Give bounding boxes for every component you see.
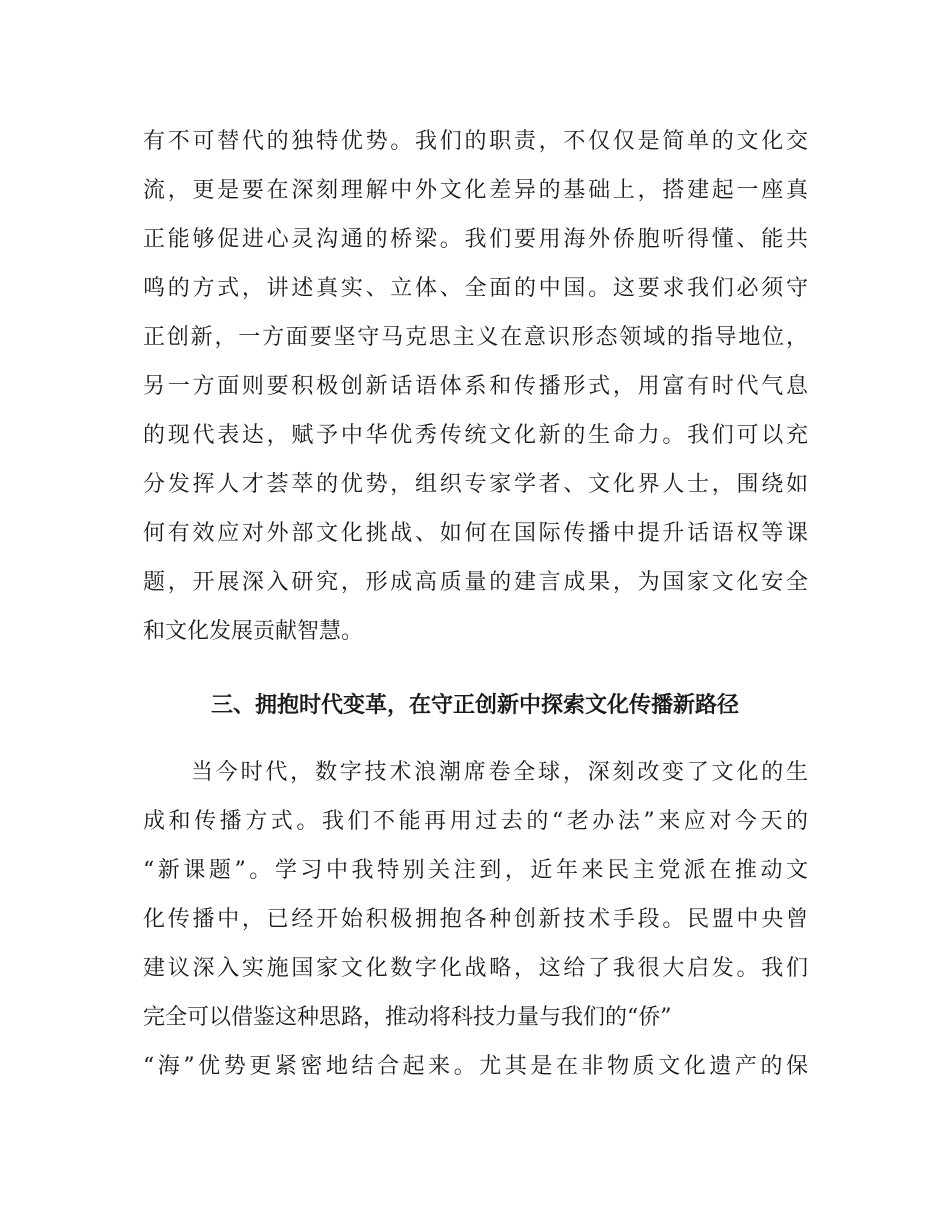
paragraph-2-line: “新课题”。学习中我特别关注到，近年来民主党派在推动文 <box>143 858 808 883</box>
paragraph-2-line: 建议深入实施国家文化数字化战略，这给了我很大启发。我们 <box>143 956 808 981</box>
paragraph-1-line: 另一方面则要积极创新话语体系和传播形式，用富有时代气息 <box>143 374 808 399</box>
paragraph-1-line: 分发挥人才荟萃的优势，组织专家学者、文化界人士，围绕如 <box>143 472 808 497</box>
paragraph-1-line: 有不可替代的独特优势。我们的职责，不仅仅是简单的文化交 <box>143 129 808 154</box>
paragraph-2-line: 当今时代，数字技术浪潮席卷全球，深刻改变了文化的生 <box>191 760 808 785</box>
paragraph-1-line: 题，开展深入研究，形成高质量的建言成果，为国家文化安全 <box>143 570 808 595</box>
paragraph-1-line: 何有效应对外部文化挑战、如何在国际传播中提升话语权等课 <box>143 521 808 546</box>
paragraph-2-line: 化传播中，已经开始积极拥抱各种创新技术手段。民盟中央曾 <box>143 907 808 932</box>
paragraph-1-line: 和文化发展贡献智慧。 <box>143 619 364 644</box>
paragraph-1-line: 的现代表达，赋予中华优秀传统文化新的生命力。我们可以充 <box>143 423 808 448</box>
paragraph-2-line: “海”优势更紧密地结合起来。尤其是在非物质文化遗产的保 <box>143 1054 808 1079</box>
paragraph-1-line: 鸣的方式，讲述真实、立体、全面的中国。这要求我们必须守 <box>143 276 808 301</box>
paragraph-1-line: 正创新，一方面要坚守马克思主义在意识形态领域的指导地位， <box>143 325 808 350</box>
paragraph-2-line: 成和传播方式。我们不能再用过去的“老办法”来应对今天的 <box>143 809 808 834</box>
paragraph-1-line: 流，更是要在深刻理解中外文化差异的基础上，搭建起一座真 <box>143 178 808 203</box>
paragraph-2-line: 完全可以借鉴这种思路，推动将科技力量与我们的“侨” <box>143 1005 672 1030</box>
section-heading: 三、拥抱时代变革，在守正创新中探索文化传播新路径 <box>210 693 739 718</box>
paragraph-1-line: 正能够促进心灵沟通的桥梁。我们要用海外侨胞听得懂、能共 <box>143 227 808 252</box>
